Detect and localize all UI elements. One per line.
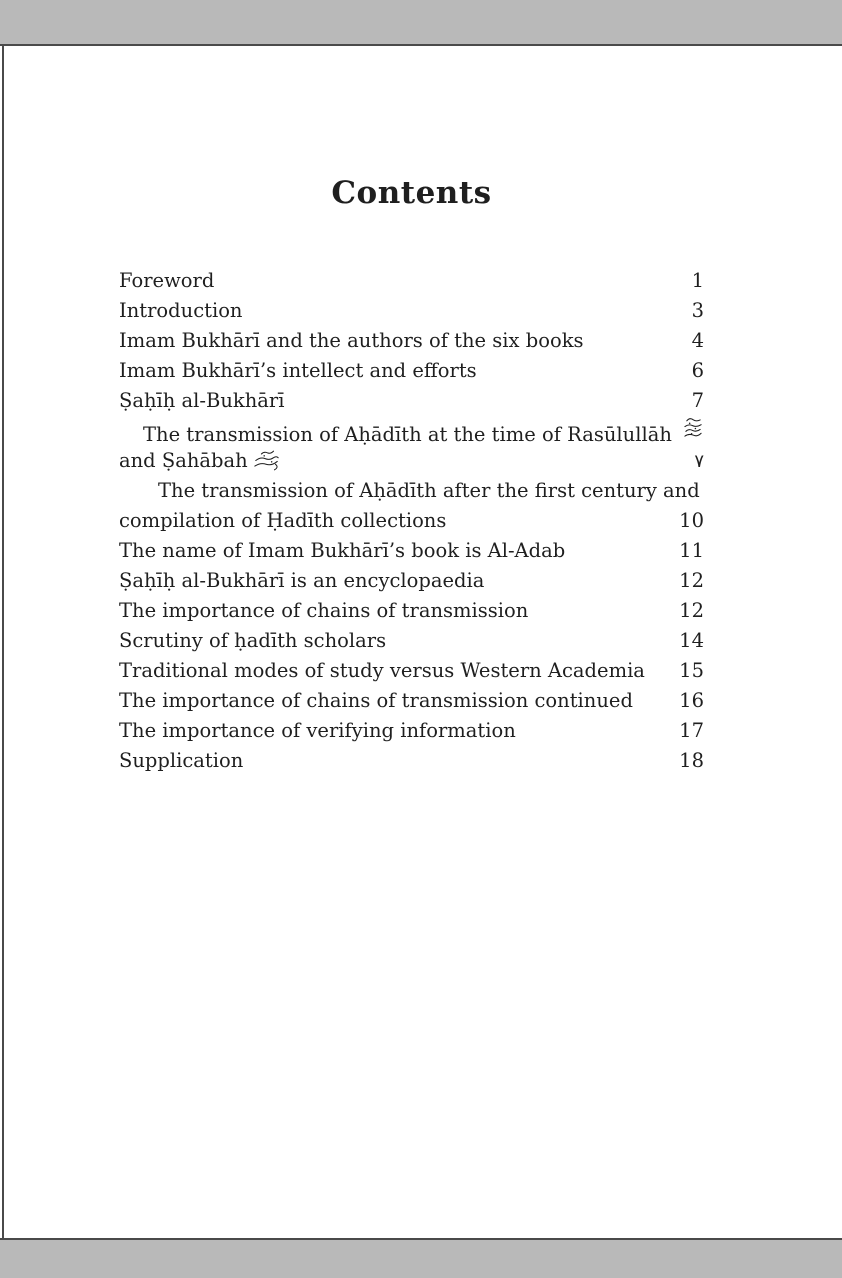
toc-page-number: 17 bbox=[679, 719, 704, 742]
toc-row-scrutiny-scholars[interactable] bbox=[119, 626, 704, 656]
reader-top-bar bbox=[0, 0, 842, 46]
toc-row-imam-bukhari-intellect[interactable] bbox=[119, 356, 704, 386]
sallallahu-alayhi-wa-sallam-calligraphy-icon bbox=[683, 416, 704, 450]
toc-entry-label: Ṣaḥīḥ al-Bukhārī bbox=[119, 389, 285, 412]
toc-entry-label: The importance of chains of transmission continued bbox=[119, 689, 633, 712]
toc-entry-label: The importance of chains of transmission bbox=[119, 599, 529, 622]
toc-entry-label: compilation of Ḥadīth collections bbox=[119, 509, 447, 532]
toc-entry-label: The name of Imam Bukhārī’s book is Al-Adab bbox=[119, 539, 566, 562]
toc-row-and-sahabah-line2[interactable] bbox=[119, 446, 704, 476]
toc-entry-label: Supplication bbox=[119, 749, 244, 772]
toc-page-number: 10 bbox=[679, 509, 704, 532]
page-edge-line bbox=[2, 46, 4, 1238]
toc-row-introduction[interactable] bbox=[119, 296, 704, 326]
toc-page-number: 12 bbox=[679, 569, 704, 592]
toc-entry-label: Scrutiny of ḥadīth scholars bbox=[119, 629, 387, 652]
page-title: Contents bbox=[331, 175, 492, 211]
toc-page-number: 7 bbox=[691, 389, 704, 412]
toc-row-imam-bukhari-authors[interactable] bbox=[119, 326, 704, 356]
table-of-contents bbox=[119, 266, 704, 776]
toc-entry-label: Introduction bbox=[119, 299, 243, 322]
toc-page-number: 18 bbox=[679, 749, 704, 772]
toc-page-number: 1 bbox=[691, 269, 704, 292]
toc-row-importance-chains[interactable] bbox=[119, 596, 704, 626]
contents-page bbox=[119, 46, 704, 776]
toc-page-number: 15 bbox=[679, 659, 704, 682]
toc-row-foreword[interactable] bbox=[119, 266, 704, 296]
toc-page-number-arabic: ٧ bbox=[694, 451, 704, 472]
toc-row-supplication[interactable] bbox=[119, 746, 704, 776]
toc-page-number: 3 bbox=[691, 299, 704, 322]
toc-entry-label: Ṣaḥīḥ al-Bukhārī is an encyclopaedia bbox=[119, 569, 485, 592]
toc-row-importance-chains-continued[interactable] bbox=[119, 686, 704, 716]
toc-row-transmission-rasulullah-line1[interactable] bbox=[119, 416, 704, 446]
toc-row-verifying-information[interactable] bbox=[119, 716, 704, 746]
toc-entry-label: The transmission of Aḥādīth after the first century and bbox=[158, 479, 700, 502]
reader-bottom-bar bbox=[0, 1238, 842, 1278]
toc-row-compilation-hadith-line2[interactable] bbox=[119, 506, 704, 536]
toc-row-sahih-al-bukhari[interactable] bbox=[119, 386, 704, 416]
toc-entry-label: Imam Bukhārī’s intellect and efforts bbox=[119, 359, 477, 382]
toc-row-transmission-after-century-line1[interactable] bbox=[119, 476, 704, 506]
toc-entry-text: and Ṣahābah bbox=[119, 449, 248, 472]
toc-page-number: 6 bbox=[691, 359, 704, 382]
toc-page-number: 11 bbox=[679, 539, 704, 562]
toc-page-number: 16 bbox=[679, 689, 704, 712]
toc-page-number: 12 bbox=[679, 599, 704, 622]
toc-entry-label: The importance of verifying information bbox=[119, 719, 516, 742]
toc-entry-label: Imam Bukhārī and the authors of the six books bbox=[119, 329, 584, 352]
toc-entry-label: Traditional modes of study versus Western Academia bbox=[119, 659, 645, 682]
toc-row-traditional-vs-western[interactable] bbox=[119, 656, 704, 686]
toc-row-encyclopaedia[interactable] bbox=[119, 566, 704, 596]
toc-entry-label: Foreword bbox=[119, 269, 215, 292]
toc-entry-label: The transmission of Aḥādīth at the time of Rasūlullāh bbox=[143, 423, 672, 446]
toc-row-name-of-book-al-adab[interactable] bbox=[119, 536, 704, 566]
toc-page-number: 14 bbox=[679, 629, 704, 652]
toc-page-number: 4 bbox=[691, 329, 704, 352]
